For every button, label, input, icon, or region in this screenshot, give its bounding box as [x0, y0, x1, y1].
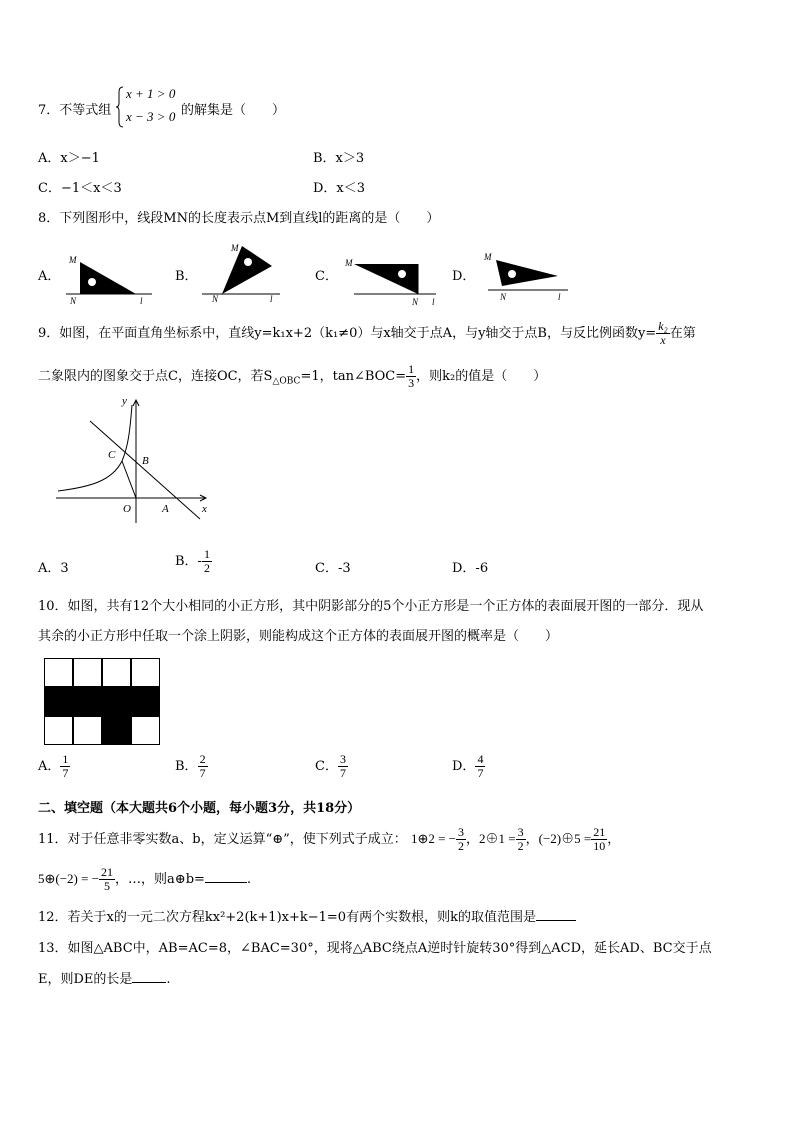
- q9-label-a: A: [162, 503, 169, 515]
- q10-stem-line1: 10．如图，共有12个大小相同的小正方形，其中阴影部分的5个小正方形是一个正方体的表面展开图的一部分．现从: [38, 599, 704, 614]
- q7-option-a[interactable]: A．x＞−1: [38, 151, 100, 166]
- q7-option-b[interactable]: B．x＞3: [313, 151, 365, 166]
- q9-graph: [50, 395, 220, 535]
- q9-label-x: x: [202, 503, 207, 515]
- q12-line: 12．若关于x的一元二次方程kx²+2(k+1)x+k−1=0有两个实数根，则k的取值范围是: [38, 906, 576, 925]
- q10-grid-cell: [73, 658, 102, 687]
- q8-a-label-l: l: [140, 296, 143, 306]
- q7-system-line1: x + 1 > 0: [126, 86, 176, 101]
- q8-option-b[interactable]: B．: [175, 269, 198, 284]
- q10-grid-cell-shaded: [131, 687, 160, 716]
- q8-c-label-n: N: [412, 297, 419, 307]
- q10-option-b[interactable]: B． $\frac{2}{7}$: [175, 752, 206, 780]
- q10-option-d[interactable]: D． $\frac{4}{7}$: [452, 752, 484, 780]
- q13-line1: 13．如图△ABC中，AB=AC=8，∠BAC=30°，现将△ABC绕点A逆时针旋转30°得到△ACD，延长AD、BC交于点: [38, 941, 712, 956]
- q7-stem-pre: 7．不等式组: [38, 103, 112, 118]
- q9-fraction-k2x: $\frac{\text{k₂}}{x}$: [658, 319, 668, 347]
- q8-option-d[interactable]: D．: [452, 269, 476, 284]
- q9-stem1-pre: 9．如图，在平面直角坐标系中，直线y=k₁x+2（k₁≠0）与x轴交于点A，与y轴交于点B，与反比例函数y=: [38, 326, 657, 341]
- q9-option-b[interactable]: B．- $\frac{1}{2}$: [175, 547, 210, 575]
- q8-b-label-m: M: [231, 243, 239, 253]
- q9-stem1-post: 在第: [669, 326, 696, 341]
- q8-b-label-n: N: [212, 294, 219, 304]
- q8-figure-d: [478, 248, 578, 306]
- q9-fraction-tan: $\frac{1}{3}$: [408, 362, 415, 390]
- q8-d-label-n: N: [500, 292, 507, 302]
- q9-sub-obc: △OBC: [272, 376, 301, 387]
- q9-option-a[interactable]: A．3: [38, 561, 69, 576]
- q9-label-o: O: [123, 503, 131, 515]
- q9-label-b: B: [142, 455, 149, 467]
- q9-stem-line1: [38, 320, 696, 347]
- q8-d-label-l: l: [558, 292, 561, 302]
- q7-stem: [38, 99, 111, 118]
- q9-option-d[interactable]: D．-6: [452, 561, 489, 576]
- q13-answer-blank[interactable]: [132, 970, 166, 983]
- q8-stem: 8．下列图形中，线段MN的长度表示点M到直线l的距离的是（ ）: [38, 211, 440, 226]
- q10-option-a[interactable]: A． $\frac{1}{7}$: [38, 752, 69, 780]
- q8-a-label-m: M: [69, 255, 77, 265]
- q9-label-c: C: [108, 449, 116, 461]
- q11-answer-blank[interactable]: [205, 870, 247, 883]
- q10-grid-cell-shaded: [73, 687, 102, 716]
- q8-option-c[interactable]: C．: [315, 269, 338, 284]
- q12-answer-blank[interactable]: [536, 908, 576, 921]
- q9-stem2-pre: 二象限内的图象交于点C，连接OC，若S: [38, 369, 273, 384]
- q10-grid-cell: [131, 658, 160, 687]
- q10-stem-line2: 其余的小正方形中任取一个涂上阴影，则能构成这个正方体的表面展开图的概率是（ ）: [38, 629, 559, 644]
- q10-grid-cell: [102, 658, 131, 687]
- q8-a-label-n: N: [70, 296, 77, 306]
- q10-grid-cell-shaded: [102, 716, 131, 745]
- q8-c-label-m: M: [345, 258, 353, 268]
- q9-stem2-post: ，则k₂的值是（ ）: [416, 369, 547, 384]
- q7-brace: [116, 86, 124, 128]
- q10-grid-cell-shaded: [44, 687, 73, 716]
- q7-option-c[interactable]: C．−1＜x＜3: [38, 181, 122, 196]
- section-fill-in-title: 二、填空题（本大题共6个小题，每小题3分，共18分）: [38, 801, 361, 816]
- q13-line2: E，则DE的长是 .: [38, 972, 171, 987]
- q8-c-label-l: l: [432, 297, 435, 307]
- q8-d-label-m: M: [484, 252, 492, 262]
- q8-figure-a: [66, 250, 166, 305]
- q11-line1: 11．对于任意非零实数a、b，定义运算“⊕”，使下列式子成立： 1⊕2 = − $\frac{3}{2}$ ，2⊕1 = $\frac{3}{2}$ ，(−2)⊕5 = $\frac{21}{10}$ ，: [38, 825, 621, 853]
- q9-stem2-mid: =1，tan∠BOC=: [300, 369, 407, 384]
- q10-grid-cell: [44, 716, 73, 745]
- q7-system-line2: x − 3 > 0: [126, 109, 176, 124]
- q7-stem-post: 的解集是（ ）: [181, 103, 286, 118]
- q8-figure-c: [340, 254, 440, 309]
- q10-grid-cell: [131, 716, 160, 745]
- q10-grid-cell-shaded: [102, 687, 131, 716]
- q10-option-c[interactable]: C． $\frac{3}{7}$: [315, 752, 346, 780]
- q10-grid-cell: [44, 658, 73, 687]
- q7-option-d[interactable]: D．x＜3: [313, 181, 366, 196]
- q10-grid-cell: [73, 716, 102, 745]
- q10-grid: [44, 658, 160, 745]
- q9-stem-line2: [38, 363, 546, 390]
- q8-figure-b: [200, 242, 290, 302]
- q8-b-label-l: l: [270, 294, 273, 304]
- q8-option-a[interactable]: A．: [38, 269, 61, 284]
- q9-option-c[interactable]: C．-3: [315, 561, 351, 576]
- q9-label-y: y: [122, 395, 127, 407]
- q11-line2: 5⊕(−2) = − $\frac{21}{5}$ ，…，则a⊕b= .: [38, 865, 252, 893]
